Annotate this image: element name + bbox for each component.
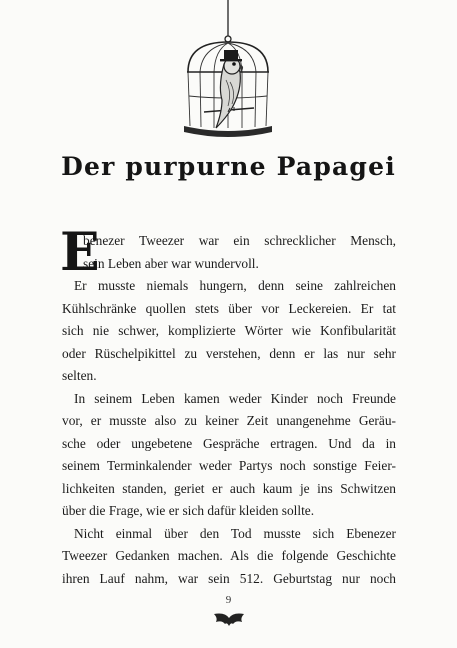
text-line: seinem Terminkalender weder Partys noch sonstige Feier- (62, 458, 396, 473)
bat-ornament-icon (208, 610, 250, 630)
text-line: sein Leben aber war wundervoll. (83, 255, 259, 271)
text-line: Kühlschränke quollen stets über vor Leckereien. Er tat (62, 300, 396, 316)
chapter-title: Der purpurne Papagei (61, 152, 396, 181)
text-line: oder Rüschelpikittel zu verstehen, denn er las nur sehr (62, 345, 396, 361)
drop-cap: E (60, 222, 100, 283)
page-number: 9 (225, 594, 232, 606)
text-line: sche oder ungebetene Gespräche ertragen. Und da in (62, 435, 396, 451)
text-line: sich nie schwer, komplizierte Wörter wie Konfibularität (62, 323, 396, 338)
drop-cap-paragraph (60, 222, 396, 590)
text-line: vor, er musste also zu keiner Zeit unangenehme Geräu- (62, 413, 396, 428)
text-line: lichkeiten standen, geriet er auch kaum je ins Schwitzen (62, 480, 396, 496)
chapter-body (60, 222, 396, 590)
text-line: Nicht einmal über den Tod musste sich Ebenezer (74, 525, 396, 541)
parrot-in-birdcage-icon (168, 0, 288, 142)
text-line: In seinem Leben kamen weder Kinder noch Freunde (74, 390, 396, 406)
text-line: ihren Lauf nahm, war sein 512. Geburtstag nur noch (62, 570, 396, 586)
text-line: über die Frage, wie er sich dafür kleiden sollte. (62, 503, 315, 518)
text-line: Tweezer Gedanken machen. Als die folgende Geschichte (62, 548, 396, 563)
text-lines (60, 222, 396, 590)
text-line: Er musste niemals hungern, denn seine zahlreichen (74, 278, 396, 293)
text-line: benezer Tweezer war ein schrecklicher Mensch, (83, 233, 396, 248)
text-line: selten. (62, 368, 97, 383)
